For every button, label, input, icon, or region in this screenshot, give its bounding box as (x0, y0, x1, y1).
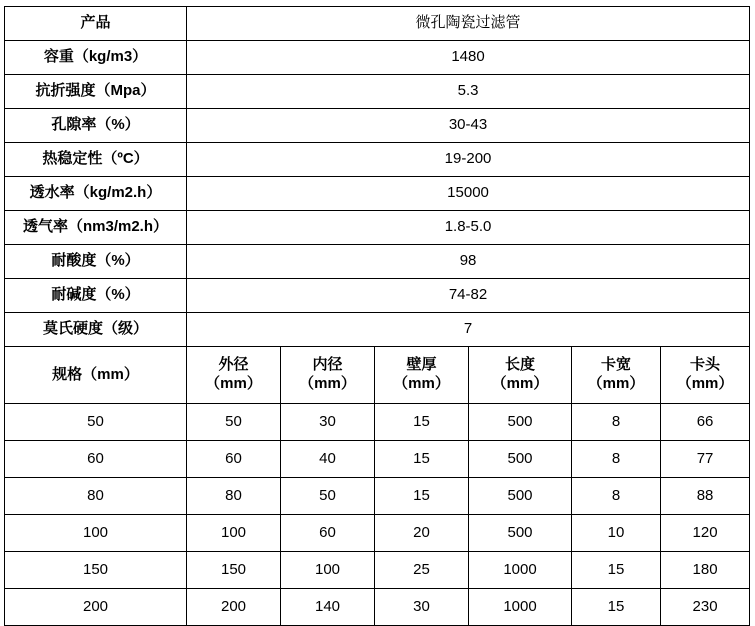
property-value: 30-43 (187, 109, 750, 143)
dimension-header-inner-diameter (281, 347, 375, 404)
dimension-cell: 500 (469, 441, 572, 478)
table-row (5, 75, 750, 109)
property-value: 19-200 (187, 143, 750, 177)
dimension-cell: 40 (281, 441, 375, 478)
dimension-cell: 50 (281, 478, 375, 515)
table-row (5, 41, 750, 75)
property-label: 容重（kg/m3） (5, 41, 187, 75)
table-row (5, 109, 750, 143)
dimension-cell: 140 (281, 589, 375, 626)
table-row (5, 7, 750, 41)
property-label: 透气率（nm3/m2.h） (5, 211, 187, 245)
property-label: 耐酸度（%） (5, 245, 187, 279)
property-value: 98 (187, 245, 750, 279)
dimension-cell: 8 (572, 441, 661, 478)
dimension-cell: 500 (469, 478, 572, 515)
dimension-cell: 500 (469, 404, 572, 441)
header-line-2: （mm） (676, 375, 734, 392)
table-row (5, 143, 750, 177)
dimension-header-wall-thickness (375, 347, 469, 404)
dimension-header-row (5, 347, 750, 404)
dimension-cell: 60 (187, 441, 281, 478)
table-row (5, 177, 750, 211)
header-line-1: 外径 (218, 356, 249, 374)
property-label: 抗折强度（Mpa） (5, 75, 187, 109)
dimension-cell: 100 (281, 552, 375, 589)
header-line-2: （mm） (205, 375, 262, 392)
property-label: 热稳定性（ºC） (5, 143, 187, 177)
property-label: 孔隙率（%） (5, 109, 187, 143)
header-line-2: （mm） (587, 375, 645, 392)
property-value: 7 (187, 313, 750, 347)
dimension-cell: 100 (187, 515, 281, 552)
dimension-cell: 8 (572, 404, 661, 441)
dimension-header-clamp-width (572, 347, 661, 404)
property-label: 莫氏硬度（级） (5, 313, 187, 347)
property-value: 15000 (187, 177, 750, 211)
dimension-cell: 200 (5, 589, 187, 626)
property-label: 产品 (5, 7, 187, 41)
dimension-cell: 8 (572, 478, 661, 515)
table-row (5, 515, 750, 552)
dimension-header-length (469, 347, 572, 404)
header-line-1: 卡头 (690, 356, 721, 374)
dimension-header-outer-diameter (187, 347, 281, 404)
dimension-cell: 77 (661, 441, 750, 478)
header-line-2: （mm） (491, 375, 549, 392)
dimension-cell: 30 (375, 589, 469, 626)
property-label: 耐碱度（%） (5, 279, 187, 313)
dimension-cell: 25 (375, 552, 469, 589)
dimension-cell: 150 (5, 552, 187, 589)
dimension-cell: 88 (661, 478, 750, 515)
header-line-2: （mm） (299, 375, 356, 392)
table-row (5, 279, 750, 313)
property-label: 透水率（kg/m2.h） (5, 177, 187, 211)
dimension-cell: 500 (469, 515, 572, 552)
dimension-header-clamp-head (661, 347, 750, 404)
dimension-cell: 15 (572, 552, 661, 589)
header-line-1: 壁厚 (406, 356, 437, 374)
header-line-2: （mm） (393, 375, 450, 392)
property-value: 1480 (187, 41, 750, 75)
property-value: 5.3 (187, 75, 750, 109)
product-spec-table (4, 6, 750, 626)
table-row (5, 478, 750, 515)
dimension-cell: 1000 (469, 589, 572, 626)
table-row (5, 313, 750, 347)
property-value: 1.8-5.0 (187, 211, 750, 245)
dimension-cell: 120 (661, 515, 750, 552)
dimension-cell: 15 (375, 478, 469, 515)
table-row (5, 211, 750, 245)
dimension-cell: 80 (5, 478, 187, 515)
header-line-1: 卡宽 (600, 356, 631, 374)
property-value: 微孔陶瓷过滤管 (187, 7, 750, 41)
dimension-cell: 10 (572, 515, 661, 552)
property-value: 74-82 (187, 279, 750, 313)
table-row (5, 589, 750, 626)
dimension-cell: 150 (187, 552, 281, 589)
dimension-cell: 1000 (469, 552, 572, 589)
header-line-1: 规格（mm） (52, 365, 139, 383)
dimension-cell: 100 (5, 515, 187, 552)
dimension-cell: 50 (5, 404, 187, 441)
dimension-cell: 15 (572, 589, 661, 626)
dimension-cell: 80 (187, 478, 281, 515)
dimension-cell: 15 (375, 404, 469, 441)
dimension-cell: 50 (187, 404, 281, 441)
header-line-1: 长度 (504, 356, 535, 374)
dimension-cell: 180 (661, 552, 750, 589)
header-line-1: 内径 (312, 356, 343, 374)
table-row (5, 404, 750, 441)
dimension-cell: 20 (375, 515, 469, 552)
dimension-header-spec (5, 347, 187, 404)
dimension-cell: 15 (375, 441, 469, 478)
dimension-cell: 200 (187, 589, 281, 626)
dimension-cell: 60 (281, 515, 375, 552)
dimension-cell: 30 (281, 404, 375, 441)
dimension-cell: 66 (661, 404, 750, 441)
table-row (5, 552, 750, 589)
table-row (5, 245, 750, 279)
table-row (5, 441, 750, 478)
dimension-cell: 60 (5, 441, 187, 478)
dimension-cell: 230 (661, 589, 750, 626)
